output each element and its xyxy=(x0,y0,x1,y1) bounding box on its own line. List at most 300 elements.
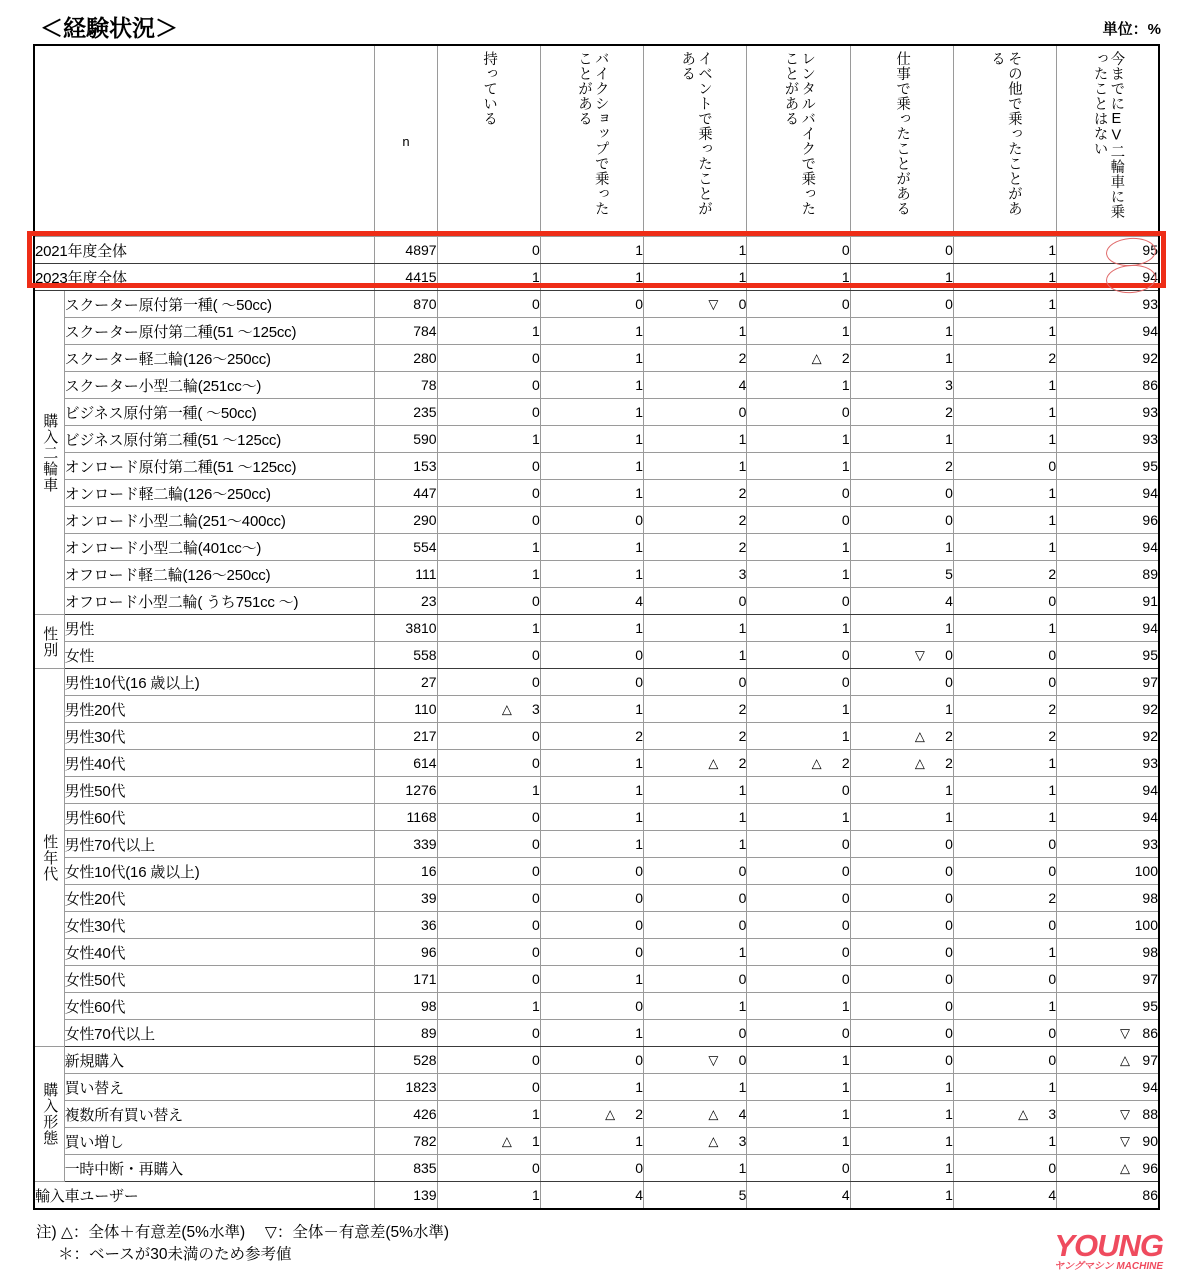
row-sample-size: 89 xyxy=(375,1020,437,1047)
data-cell: 1 xyxy=(644,426,747,453)
data-cell: 1 xyxy=(540,1020,643,1047)
young-machine-logo xyxy=(1054,1230,1163,1272)
table-row xyxy=(34,237,1159,264)
row-label: オンロード小型二輪(251～400cc) xyxy=(64,507,375,534)
row-sample-size: 171 xyxy=(375,966,437,993)
data-cell: 1 xyxy=(644,777,747,804)
data-cell: 0 xyxy=(437,1074,540,1101)
table-header xyxy=(34,45,1159,237)
data-cell: ▽ 0 xyxy=(850,642,953,669)
data-cell: 0 xyxy=(953,1047,1056,1074)
table-row xyxy=(34,939,1159,966)
significance-down-icon: ▽ xyxy=(708,296,719,312)
data-cell: 1 xyxy=(644,804,747,831)
data-cell: 1 xyxy=(747,453,850,480)
row-label: 新規購入 xyxy=(64,1047,375,1074)
data-cell: 4 xyxy=(540,1182,643,1210)
row-group-label-purchase-form: 購入形態 xyxy=(34,1047,64,1182)
data-cell: 0 xyxy=(747,858,850,885)
data-cell: 0 xyxy=(437,912,540,939)
data-cell: 95 xyxy=(1057,993,1159,1020)
data-cell: 0 xyxy=(540,1155,643,1182)
data-cell: 1 xyxy=(747,1074,850,1101)
row-label: スクーター小型二輪(251cc～) xyxy=(64,372,375,399)
row-sample-size: 4897 xyxy=(375,237,437,264)
data-cell: 1 xyxy=(747,1101,850,1128)
data-cell: 0 xyxy=(437,399,540,426)
row-sample-size: 784 xyxy=(375,318,437,345)
data-cell: 2 xyxy=(540,723,643,750)
data-cell: 3 xyxy=(644,561,747,588)
data-cell: 0 xyxy=(437,831,540,858)
data-cell: 0 xyxy=(953,831,1056,858)
row-sample-size: 558 xyxy=(375,642,437,669)
significance-up-icon: △ xyxy=(708,1133,719,1149)
data-cell: 1 xyxy=(747,1047,850,1074)
row-label: 男性30代 xyxy=(64,723,375,750)
data-cell: 1 xyxy=(644,237,747,264)
row-sample-size: 280 xyxy=(375,345,437,372)
table-row xyxy=(34,561,1159,588)
row-label: 女性 xyxy=(64,642,375,669)
data-cell: 0 xyxy=(437,642,540,669)
data-cell: 1 xyxy=(747,426,850,453)
row-sample-size: 39 xyxy=(375,885,437,912)
data-cell: 94 xyxy=(1057,480,1159,507)
data-cell: 1 xyxy=(953,939,1056,966)
significance-up-icon: △ xyxy=(914,755,925,771)
data-cell: 98 xyxy=(1057,885,1159,912)
data-cell: 0 xyxy=(747,642,850,669)
data-cell: 1 xyxy=(747,372,850,399)
data-cell: 1 xyxy=(437,534,540,561)
data-cell: 2 xyxy=(953,723,1056,750)
row-label: 男性60代 xyxy=(64,804,375,831)
data-cell: 1 xyxy=(953,534,1056,561)
data-cell: 0 xyxy=(850,993,953,1020)
table-row xyxy=(34,1020,1159,1047)
data-cell: 0 xyxy=(850,480,953,507)
data-cell: ▽ 0 xyxy=(644,291,747,318)
data-cell: 92 xyxy=(1057,345,1159,372)
row-label: 買い替え xyxy=(64,1074,375,1101)
data-cell: 1 xyxy=(747,534,850,561)
data-cell: △ 2 xyxy=(644,750,747,777)
row-label: 女性40代 xyxy=(64,939,375,966)
table-row xyxy=(34,669,1159,696)
row-label: スクーター原付第二種(51 ～125cc) xyxy=(64,318,375,345)
data-cell: 1 xyxy=(437,264,540,291)
data-cell: 0 xyxy=(540,669,643,696)
data-cell: △ 3 xyxy=(437,696,540,723)
data-cell: 0 xyxy=(437,588,540,615)
data-cell: 1 xyxy=(747,993,850,1020)
data-cell: 1 xyxy=(850,696,953,723)
data-cell: 0 xyxy=(850,885,953,912)
table-row xyxy=(34,534,1159,561)
table-row xyxy=(34,588,1159,615)
data-cell: 93 xyxy=(1057,399,1159,426)
row-label: 女性20代 xyxy=(64,885,375,912)
table-row xyxy=(34,318,1159,345)
data-cell: 0 xyxy=(437,885,540,912)
row-label: 一時中断・再購入 xyxy=(64,1155,375,1182)
header-col-bikeshop-label: バイクショップで乗ったことがある xyxy=(575,50,609,216)
row-label: スクーター原付第一種( ～50cc) xyxy=(64,291,375,318)
table-row xyxy=(34,615,1159,642)
row-label: オンロード小型二輪(401cc～) xyxy=(64,534,375,561)
data-cell: 0 xyxy=(540,993,643,1020)
footnote-line-1: 注) △：全体＋有意差(5%水準) ▽：全体－有意差(5%水準) xyxy=(36,1224,450,1241)
data-cell: 89 xyxy=(1057,561,1159,588)
table-row xyxy=(34,399,1159,426)
data-cell: 0 xyxy=(747,237,850,264)
row-sample-size: 36 xyxy=(375,912,437,939)
row-label: ビジネス原付第一種( ～50cc) xyxy=(64,399,375,426)
data-cell: △ 2 xyxy=(850,750,953,777)
data-cell: 1 xyxy=(540,264,643,291)
data-cell: 2 xyxy=(953,696,1056,723)
data-cell: 0 xyxy=(747,669,850,696)
data-cell: 1 xyxy=(850,534,953,561)
data-cell: 94 xyxy=(1057,615,1159,642)
table-row xyxy=(34,1182,1159,1210)
row-sample-size: 235 xyxy=(375,399,437,426)
row-label: 女性10代(16 歳以上) xyxy=(64,858,375,885)
data-cell: 0 xyxy=(437,669,540,696)
data-cell: 0 xyxy=(850,291,953,318)
data-cell: 0 xyxy=(540,858,643,885)
table-row xyxy=(34,642,1159,669)
data-cell: 0 xyxy=(644,912,747,939)
data-cell: 94 xyxy=(1057,318,1159,345)
data-cell: 0 xyxy=(644,588,747,615)
data-cell: 1 xyxy=(437,426,540,453)
data-cell: 92 xyxy=(1057,723,1159,750)
data-cell: 1 xyxy=(540,561,643,588)
header-corner-blank xyxy=(34,45,375,237)
row-sample-size: 782 xyxy=(375,1128,437,1155)
data-cell: 2 xyxy=(644,723,747,750)
data-cell: △ 1 xyxy=(437,1128,540,1155)
row-sample-size: 78 xyxy=(375,372,437,399)
data-cell: 0 xyxy=(644,1020,747,1047)
logo-sub-text: ヤングマシン MACHINE xyxy=(1054,1261,1163,1272)
data-cell: 94 xyxy=(1057,534,1159,561)
row-label: スクーター軽二輪(126～250cc) xyxy=(64,345,375,372)
row-label: 女性50代 xyxy=(64,966,375,993)
row-sample-size: 835 xyxy=(375,1155,437,1182)
data-cell: 0 xyxy=(747,291,850,318)
data-cell: 91 xyxy=(1057,588,1159,615)
significance-up-icon: △ xyxy=(708,1106,719,1122)
row-sample-size: 27 xyxy=(375,669,437,696)
data-cell: 1 xyxy=(644,264,747,291)
data-cell: 0 xyxy=(540,939,643,966)
data-cell: 1 xyxy=(540,696,643,723)
data-cell: 1 xyxy=(850,1182,953,1210)
table-row xyxy=(34,858,1159,885)
header-col-never xyxy=(1057,45,1159,237)
data-cell: 1 xyxy=(953,372,1056,399)
data-cell: 0 xyxy=(953,669,1056,696)
data-cell: 93 xyxy=(1057,750,1159,777)
data-cell: ▽ 0 xyxy=(644,1047,747,1074)
row-label: 男性10代(16 歳以上) xyxy=(64,669,375,696)
data-cell: 93 xyxy=(1057,291,1159,318)
data-cell: 1 xyxy=(540,399,643,426)
data-cell: 1 xyxy=(850,1128,953,1155)
data-cell: 95 xyxy=(1057,237,1159,264)
data-cell: 1 xyxy=(644,642,747,669)
table-row xyxy=(34,696,1159,723)
data-cell: 1 xyxy=(437,993,540,1020)
data-cell: 1 xyxy=(850,804,953,831)
experience-status-table xyxy=(33,44,1160,1210)
table-body xyxy=(34,237,1159,1210)
data-cell: 1 xyxy=(850,1101,953,1128)
row-label: 複数所有買い替え xyxy=(64,1101,375,1128)
data-cell: 4 xyxy=(644,372,747,399)
table-row xyxy=(34,1047,1159,1074)
data-cell: 0 xyxy=(437,804,540,831)
data-cell: 0 xyxy=(747,831,850,858)
data-cell: 86 xyxy=(1057,1182,1159,1210)
data-cell: 0 xyxy=(437,345,540,372)
table-row xyxy=(34,1101,1159,1128)
header-n: n xyxy=(375,45,437,237)
table-row xyxy=(34,453,1159,480)
significance-up-icon: △ xyxy=(501,701,512,717)
data-cell: 0 xyxy=(437,237,540,264)
row-group-label-purchase-vehicle: 購入二輪車 xyxy=(34,291,64,615)
row-label: 女性30代 xyxy=(64,912,375,939)
significance-up-icon: △ xyxy=(501,1133,512,1149)
data-cell: 1 xyxy=(747,264,850,291)
data-cell: 1 xyxy=(747,696,850,723)
data-cell: 95 xyxy=(1057,642,1159,669)
data-cell: 0 xyxy=(747,1155,850,1182)
data-cell: 1 xyxy=(644,831,747,858)
row-sample-size: 153 xyxy=(375,453,437,480)
data-cell: 1 xyxy=(747,723,850,750)
data-cell: 0 xyxy=(747,966,850,993)
header-col-never-label: 今までにEV二輪車に乗ったことはない xyxy=(1091,50,1125,219)
row-group-label-gender-age: 性年代 xyxy=(34,669,64,1047)
data-cell: △ 3 xyxy=(953,1101,1056,1128)
significance-down-icon: ▽ xyxy=(1120,1133,1130,1149)
data-cell: 98 xyxy=(1057,939,1159,966)
data-cell: 0 xyxy=(850,669,953,696)
data-cell: 0 xyxy=(953,642,1056,669)
data-cell: 1 xyxy=(540,237,643,264)
data-cell: 0 xyxy=(437,723,540,750)
data-cell: 0 xyxy=(747,399,850,426)
data-cell: 94 xyxy=(1057,804,1159,831)
data-cell: 1 xyxy=(850,1074,953,1101)
significance-up-icon: △ xyxy=(811,350,822,366)
significance-up-icon: △ xyxy=(1018,1106,1029,1122)
row-sample-size: 1168 xyxy=(375,804,437,831)
data-cell: 1 xyxy=(437,318,540,345)
data-cell: 0 xyxy=(747,588,850,615)
page-title: ＜経験状況＞ xyxy=(40,15,178,41)
data-cell: 0 xyxy=(644,885,747,912)
table-row xyxy=(34,1128,1159,1155)
data-cell: 1 xyxy=(540,534,643,561)
row-sample-size: 447 xyxy=(375,480,437,507)
significance-up-icon: △ xyxy=(605,1106,616,1122)
data-cell: 0 xyxy=(437,939,540,966)
row-sample-size: 23 xyxy=(375,588,437,615)
data-cell: 1 xyxy=(850,318,953,345)
data-cell: 4 xyxy=(747,1182,850,1210)
table-row xyxy=(34,372,1159,399)
table-row xyxy=(34,831,1159,858)
header-col-own-label: 持っている xyxy=(481,50,498,126)
data-cell: 2 xyxy=(953,885,1056,912)
data-cell: 0 xyxy=(953,1155,1056,1182)
row-label: 男性 xyxy=(64,615,375,642)
header-col-other xyxy=(953,45,1056,237)
data-cell: 86 xyxy=(1057,372,1159,399)
row-label: 2021年度全体 xyxy=(34,237,375,264)
data-cell: 1 xyxy=(747,615,850,642)
data-cell: 0 xyxy=(850,966,953,993)
data-cell: ▽ 88 xyxy=(1057,1101,1159,1128)
row-sample-size: 4415 xyxy=(375,264,437,291)
data-cell: 97 xyxy=(1057,669,1159,696)
data-cell: 1 xyxy=(644,318,747,345)
row-label: 男性70代以上 xyxy=(64,831,375,858)
significance-down-icon: ▽ xyxy=(914,647,925,663)
data-cell: 100 xyxy=(1057,912,1159,939)
row-sample-size: 3810 xyxy=(375,615,437,642)
footnote-line-2: ＊：ベースが30未満のため参考値 xyxy=(58,1246,292,1264)
row-sample-size: 339 xyxy=(375,831,437,858)
data-cell: 1 xyxy=(850,345,953,372)
data-cell: 1 xyxy=(644,939,747,966)
table-row xyxy=(34,750,1159,777)
data-cell: 0 xyxy=(437,750,540,777)
data-cell: 1 xyxy=(644,453,747,480)
data-cell: 94 xyxy=(1057,1074,1159,1101)
data-cell: △ 2 xyxy=(850,723,953,750)
data-cell: 0 xyxy=(747,480,850,507)
data-cell: 1 xyxy=(437,777,540,804)
table-row xyxy=(34,993,1159,1020)
data-cell: 0 xyxy=(437,507,540,534)
table-row xyxy=(34,1074,1159,1101)
significance-up-icon: △ xyxy=(811,755,822,771)
table-row xyxy=(34,966,1159,993)
row-label: 女性70代以上 xyxy=(64,1020,375,1047)
row-sample-size: 111 xyxy=(375,561,437,588)
data-cell: 1 xyxy=(644,1074,747,1101)
header-col-event-label: イベントで乗ったことがある xyxy=(679,50,713,216)
row-sample-size: 554 xyxy=(375,534,437,561)
row-label: オンロード原付第二種(51 ～125cc) xyxy=(64,453,375,480)
data-cell: 0 xyxy=(540,642,643,669)
data-cell: 1 xyxy=(850,264,953,291)
unit-label: 単位：% xyxy=(1102,21,1161,38)
data-cell: 1 xyxy=(850,426,953,453)
header-col-rental xyxy=(747,45,850,237)
row-sample-size: 110 xyxy=(375,696,437,723)
data-cell: 1 xyxy=(953,777,1056,804)
data-cell: 0 xyxy=(437,372,540,399)
data-cell: 1 xyxy=(540,777,643,804)
data-cell: 0 xyxy=(953,1020,1056,1047)
data-cell: 1 xyxy=(437,1182,540,1210)
row-label: 男性40代 xyxy=(64,750,375,777)
data-cell: 2 xyxy=(644,696,747,723)
data-cell: △ 2 xyxy=(747,750,850,777)
data-cell: 0 xyxy=(850,507,953,534)
data-cell: 1 xyxy=(747,804,850,831)
row-group-label-gender: 性別 xyxy=(34,615,64,669)
data-cell: 1 xyxy=(953,1074,1056,1101)
data-cell: 1 xyxy=(540,345,643,372)
data-cell: △ 2 xyxy=(540,1101,643,1128)
data-cell: 1 xyxy=(540,1074,643,1101)
data-cell: 1 xyxy=(953,237,1056,264)
data-cell: 0 xyxy=(850,858,953,885)
data-cell: 93 xyxy=(1057,426,1159,453)
data-cell: 100 xyxy=(1057,858,1159,885)
data-cell: 1 xyxy=(953,426,1056,453)
data-cell: 1 xyxy=(540,480,643,507)
table-row xyxy=(34,885,1159,912)
experience-status-table-wrap xyxy=(33,44,1160,1210)
data-cell: 1 xyxy=(540,750,643,777)
row-label: オンロード軽二輪(126～250cc) xyxy=(64,480,375,507)
data-cell: 1 xyxy=(850,1155,953,1182)
data-cell: 1 xyxy=(747,1128,850,1155)
significance-down-icon: ▽ xyxy=(1120,1106,1130,1122)
data-cell: 1 xyxy=(540,453,643,480)
row-label: オフロード小型二輪( うち751cc ～) xyxy=(64,588,375,615)
row-label: 輸入車ユーザー xyxy=(34,1182,375,1210)
row-sample-size: 1823 xyxy=(375,1074,437,1101)
data-cell: 97 xyxy=(1057,966,1159,993)
data-cell: 1 xyxy=(644,993,747,1020)
row-label: 買い増し xyxy=(64,1128,375,1155)
row-sample-size: 528 xyxy=(375,1047,437,1074)
data-cell: 0 xyxy=(437,1047,540,1074)
row-sample-size: 96 xyxy=(375,939,437,966)
data-cell: 0 xyxy=(644,966,747,993)
table-row xyxy=(34,804,1159,831)
table-row xyxy=(34,291,1159,318)
table-row xyxy=(34,1155,1159,1182)
table-row xyxy=(34,912,1159,939)
data-cell: 1 xyxy=(850,615,953,642)
data-cell: 0 xyxy=(540,1047,643,1074)
data-cell: 2 xyxy=(850,453,953,480)
data-cell: 2 xyxy=(644,534,747,561)
data-cell: △ 2 xyxy=(747,345,850,372)
data-cell: 1 xyxy=(540,615,643,642)
data-cell: 1 xyxy=(540,966,643,993)
data-cell: 1 xyxy=(953,264,1056,291)
data-cell: 2 xyxy=(644,345,747,372)
row-label: 2023年度全体 xyxy=(34,264,375,291)
table-row xyxy=(34,507,1159,534)
data-cell: 92 xyxy=(1057,696,1159,723)
row-sample-size: 98 xyxy=(375,993,437,1020)
data-cell: △ 4 xyxy=(644,1101,747,1128)
